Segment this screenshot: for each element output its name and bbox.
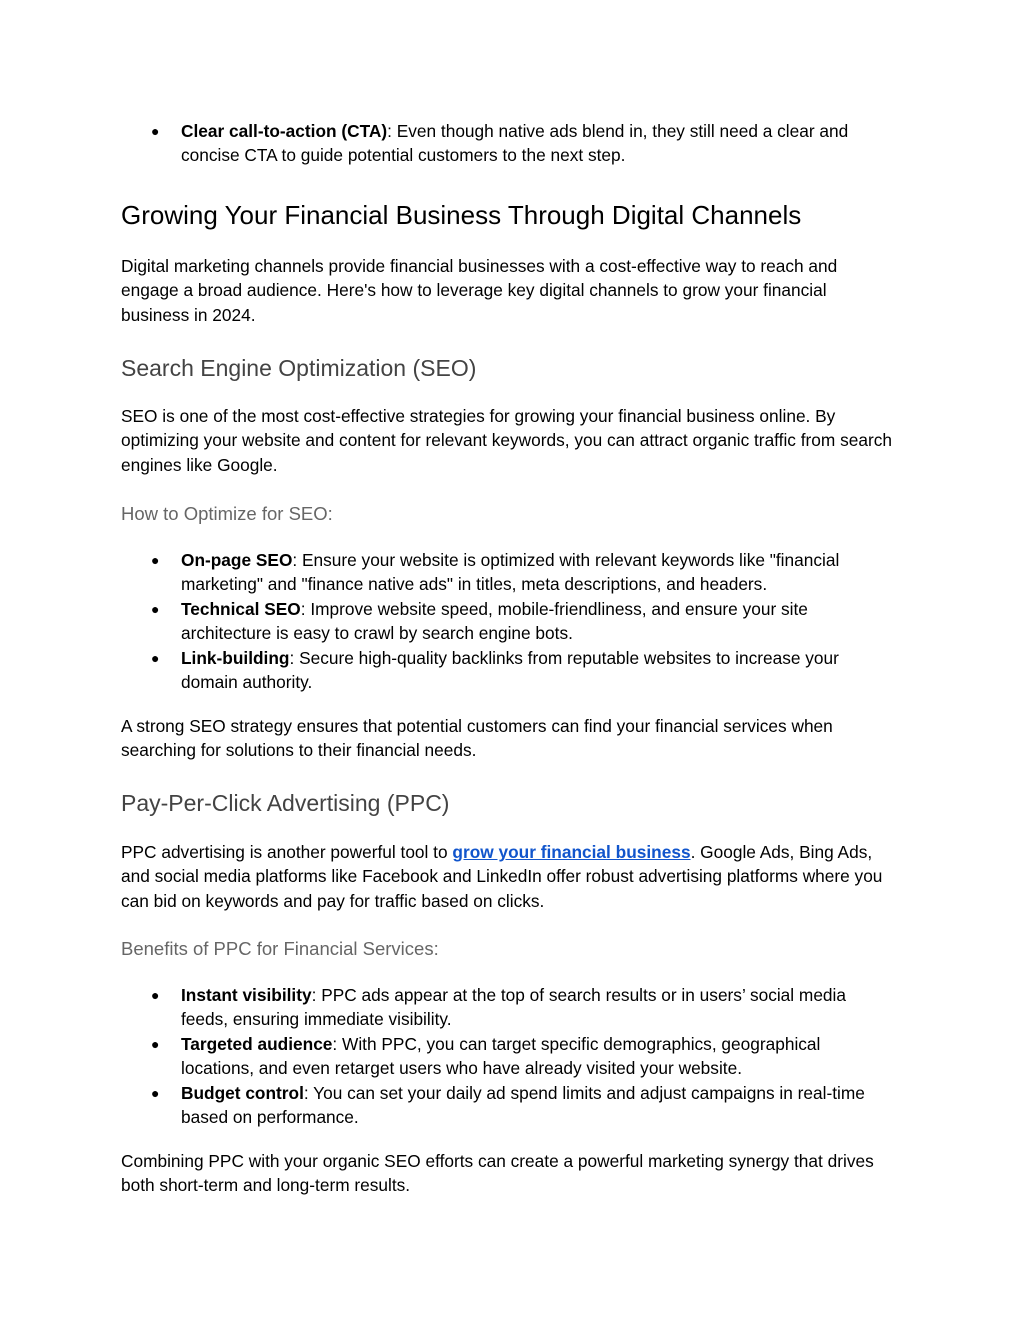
bullet-term: Technical SEO <box>181 598 301 619</box>
bullet-term: Instant visibility <box>181 985 312 1005</box>
bullet-text: : With PPC, you can target specific demographics, geographical locations, and even retarget users who have already visited your website. <box>181 1033 821 1079</box>
ppc-closing: Combining PPC with your organic SEO efforts can create a powerful marketing synergy that drives both short-term and long-term results. <box>121 1151 874 1196</box>
bullet-icon: ● <box>151 123 160 139</box>
ppc-subheading: Benefits of PPC for Financial Services: <box>121 938 439 959</box>
bullet-text: : Improve website speed, mobile-friendliness, and ensure your site architecture is easy to crawl by search engine bots. <box>181 598 808 644</box>
list-item <box>121 597 896 646</box>
list-item <box>121 119 896 168</box>
seo-heading: Search Engine Optimization (SEO) <box>121 355 477 381</box>
list-item <box>121 983 896 1032</box>
bullet-text: : PPC ads appear at the top of search results or in users’ social media feeds, ensuring immediate visibility. <box>181 985 846 1030</box>
bullet-icon: ● <box>151 552 160 568</box>
bullet-term: Clear call-to-action (CTA) <box>181 121 388 141</box>
seo-subheading: How to Optimize for SEO: <box>121 503 333 524</box>
list-item <box>121 1081 896 1130</box>
bullet-text: : Even though native ads blend in, they still need a clear and concise CTA to guide potential customers to the next step. <box>181 121 849 166</box>
bullet-term: Budget control <box>181 1082 304 1103</box>
bullet-icon: ● <box>151 987 160 1003</box>
grow-business-link[interactable]: grow your financial business <box>452 842 691 862</box>
bullet-term: Link-building <box>181 647 290 668</box>
bullet-term: Targeted audience <box>181 1033 333 1054</box>
ppc-heading: Pay-Per-Click Advertising (PPC) <box>121 790 450 816</box>
bullet-icon: ● <box>151 1035 160 1052</box>
bullet-icon: ● <box>151 600 160 617</box>
seo-paragraph: SEO is one of the most cost-effective strategies for growing your financial business online. By optimizing your website and content for relevant keywords, you can attract organic traffic from search engines like Google. <box>121 406 892 475</box>
bullet-text: : Ensure your website is optimized with relevant keywords like "financial marketing" and "finance native ads" in titles, meta descriptions, and headers. <box>181 550 840 595</box>
list-item <box>121 548 896 597</box>
bullet-text: : Secure high-quality backlinks from reputable websites to increase your domain authority. <box>181 647 839 693</box>
bullet-term: On-page SEO <box>181 550 293 570</box>
bullet-icon: ● <box>151 649 160 666</box>
main-heading: Growing Your Financial Business Through Digital Channels <box>121 200 802 230</box>
seo-closing: A strong SEO strategy ensures that potential customers can find your financial services when searching for solutions to their financial needs. <box>121 716 833 761</box>
main-paragraph: Digital marketing channels provide financial businesses with a cost-effective way to reach and engage a broad audience. Here's how to leverage key digital channels to grow your financial business in 2024. <box>121 256 838 325</box>
bullet-icon: ● <box>151 1084 160 1101</box>
ppc-paragraph-start: PPC advertising is another powerful tool to <box>121 842 453 862</box>
ppc-paragraph-end: . Google Ads, Bing Ads, and social media platforms like Facebook and LinkedIn offer robust advertising platforms where you can bid on keywords and pay for traffic based on clicks. <box>121 842 883 911</box>
ppc-paragraph <box>121 840 896 913</box>
seo-bullet-list <box>121 548 896 694</box>
intro-bullet-list <box>121 119 896 168</box>
ppc-bullet-list <box>121 983 896 1129</box>
list-item <box>121 646 896 695</box>
list-item <box>121 1032 896 1081</box>
bullet-text: : You can set your daily ad spend limits and adjust campaigns in real-time based on performance. <box>181 1082 865 1128</box>
